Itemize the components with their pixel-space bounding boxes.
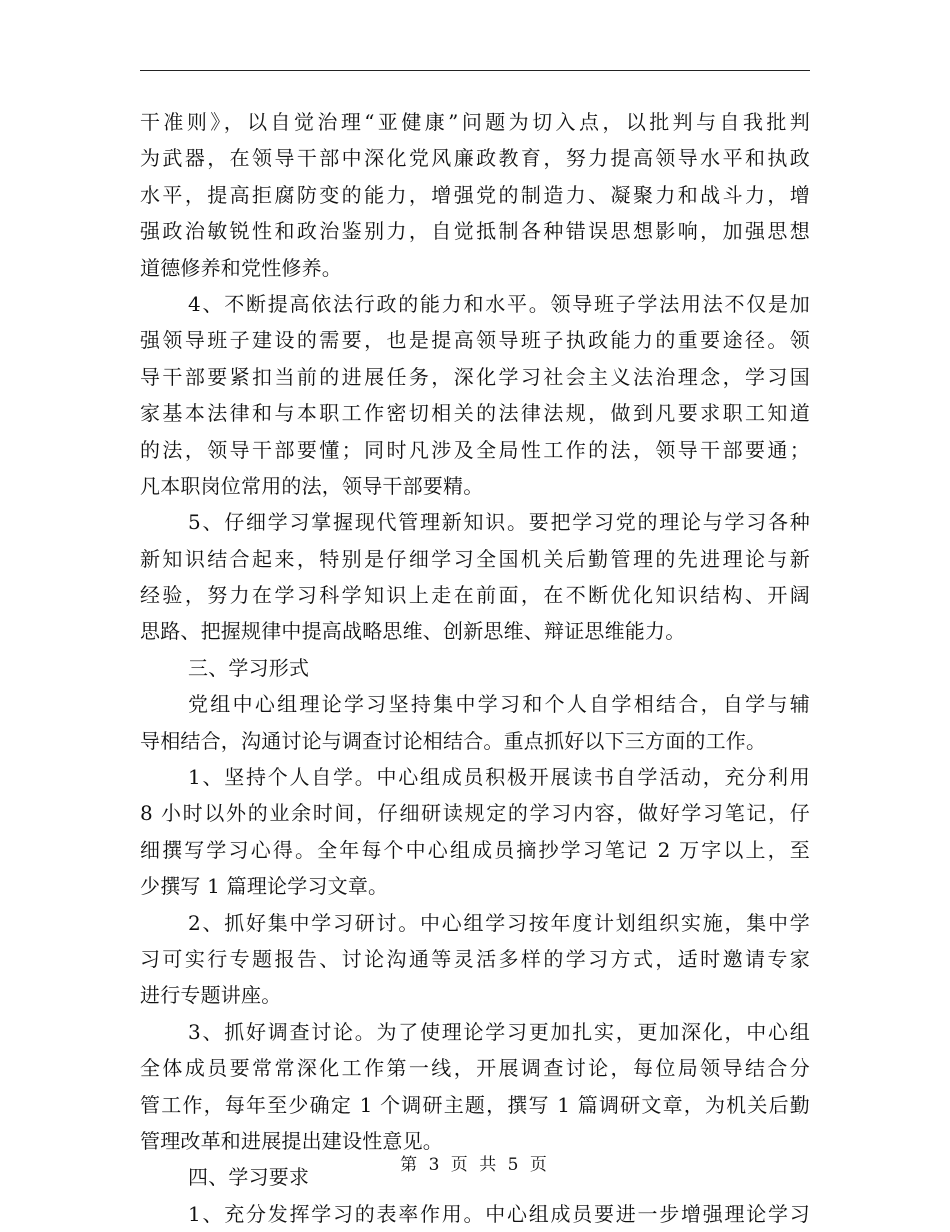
- text-line: 1、坚持个人自学。中心组成员积极开展读书自学活动，充分利用: [188, 765, 810, 790]
- text-line: 水平，提高拒腐防变的能力，增强党的制造力、凝聚力和战斗力，增: [140, 182, 810, 207]
- text-line: 8 小时以外的业余时间，仔细研读规定的学习内容，做好学习笔记，仔: [140, 801, 810, 826]
- text-line: 习可实行专题报告、讨论沟通等灵活多样的学习方式，适时邀请专家: [140, 946, 810, 971]
- text-line: 干准则》，以自觉治理“亚健康”问题为切入点，以批判与自我批判: [140, 110, 810, 134]
- text-line: 强政治敏锐性和政治鉴别力，自觉抵制各种错误思想影响，加强思想: [140, 219, 810, 244]
- text-line: 进行专题讲座。: [140, 983, 282, 1008]
- text-line: 少撰写 1 篇理论学习文章。: [140, 874, 389, 899]
- text-line: 凡本职岗位常用的法，领导干部要精。: [140, 473, 484, 498]
- text-line: 细撰写学习心得。全年每个中心组成员摘抄学习笔记 2 万字以上，至: [140, 837, 810, 862]
- text-line: 2、抓好集中学习研讨。中心组学习按年度计划组织实施，集中学: [188, 910, 810, 935]
- text-line: 4、不断提高依法行政的能力和水平。领导班子学法用法不仅是加: [188, 291, 810, 316]
- text-line: 四、学习要求: [188, 1165, 310, 1190]
- text-line: 全体成员要常常深化工作第一线，开展调查讨论，每位局领导结合分: [140, 1056, 810, 1081]
- text-line: 5、仔细学习掌握现代管理新知识。要把学习党的理论与学习各种: [188, 510, 810, 535]
- text-line: 管工作，每年至少确定 1 个调研主题，撰写 1 篇调研文章，为机关后勤: [140, 1092, 810, 1117]
- text-line: 强领导班子建设的需要，也是提高领导班子执政能力的重要途径。领: [140, 328, 810, 353]
- text-line: 新知识结合起来，特别是仔细学习全国机关后勤管理的先进理论与新: [140, 546, 810, 571]
- text-line: 为武器，在领导干部中深化党风廉政教育，努力提高领导水平和执政: [140, 146, 810, 171]
- text-line: 1、充分发挥学习的表率作用。中心组成员要进一步增强理论学习: [188, 1201, 810, 1226]
- text-line: 管理改革和进展提出建设性意见。: [140, 1128, 443, 1153]
- text-line: 家基本法律和与本职工作密切相关的法律法规，做到凡要求职工知道: [140, 401, 810, 426]
- header-rule: [140, 70, 810, 71]
- text-line: 的法，领导干部要懂；同时凡涉及全局性工作的法，领导干部要通；: [140, 437, 810, 462]
- text-line: 道德修养和党性修养。: [140, 255, 342, 280]
- text-line: 导干部要紧扣当前的进展任务，深化学习社会主义法治理念，学习国: [140, 364, 810, 389]
- page-number-footer: 第 3 页 共 5 页: [400, 1155, 550, 1175]
- text-line: 3、抓好调查讨论。为了使理论学习更加扎实，更加深化，中心组: [188, 1019, 810, 1044]
- text-line: 经验，努力在学习科学知识上走在前面，在不断优化知识结构、开阔: [140, 583, 810, 608]
- text-line: 思路、把握规律中提高战略思维、创新思维、辩证思维能力。: [140, 619, 686, 644]
- text-line: 党组中心组理论学习坚持集中学习和个人自学相结合，自学与辅: [188, 692, 810, 717]
- text-line: 导相结合，沟通讨论与调查讨论相结合。重点抓好以下三方面的工作。: [140, 728, 767, 753]
- document-body: [140, 104, 810, 1232]
- text-line: 三、学习形式: [188, 655, 310, 680]
